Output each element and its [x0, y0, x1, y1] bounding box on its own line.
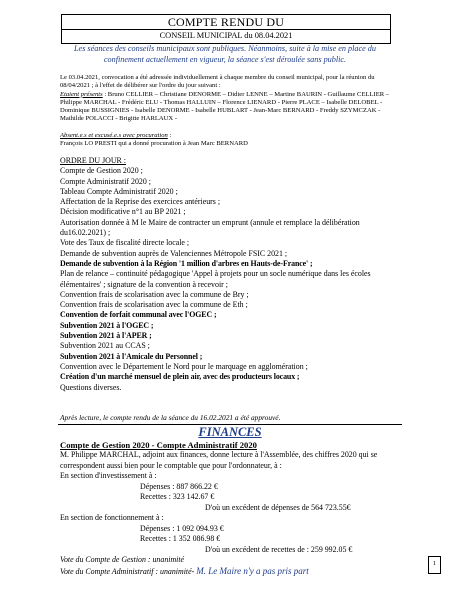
agenda-item: Plan de relance – continuité pédagogique 'Appel à projets pour un socle numérique dans les écoles élémentaires' ; signature de la convention à recevoir ;	[60, 269, 371, 289]
convocation-text: Le 03.04.2021, convocation a été adressée individuellement à chaque membre du conseil municipal, pour la réunion du 08/04/2021 ; à l'effet de délibérer sur l'ordre du jour suivant :	[60, 74, 375, 90]
agenda-item: Convention frais de scolarisation avec la commune de Bry ;	[60, 289, 249, 299]
page-number: 1	[428, 556, 441, 574]
present-list: : Bruno CELLIER – Christiane DENORME – Didier LENNE – Martine BAURIN - Guillaume CELLIER – Philippe MARCHAL - Frédéric ELU - Thomas HALLUIN – Florence LIENARD - Pierre PLACE – Isabelle DELOBEL - Dominique BUSSIGNIES - Isabelle DENORME - Isabelle HUBLART - Jean-Marc BERNARD - Freddy SZYMCZAK - Mathilde POLACCI - Brigitte HARLAUX -	[60, 90, 390, 123]
finances-subtitle: Compte de Gestion 2020 - Compte Administratif 2020	[60, 440, 257, 450]
agenda-item: Demande de subvention auprès de Valenciennes Métropole FSIC 2021 ;	[60, 248, 288, 258]
vote-admin: Vote du Compte Administratif : unanimité-	[60, 566, 195, 576]
agenda-item: Compte de Gestion 2020 ;	[60, 166, 143, 176]
agenda-item: Subvention 2021 à l'Amicale du Personnel ;	[60, 351, 203, 361]
finances-body	[60, 450, 400, 577]
operating-label: En section de fonctionnement à :	[60, 513, 164, 522]
agenda-item: Vote des Taux de fiscalité directe locale ;	[60, 238, 190, 248]
public-session-note: Les séances des conseils municipaux sont publiques. Néanmoins, suite à la mise en place du confinement actuellement en vigueur, la séance s'est déroulée sans public.	[74, 44, 376, 64]
agenda-item: Décision modificative n°1 au BP 2021 ;	[60, 207, 186, 217]
agenda-item: Création d'un marché mensuel de plein air, avec des producteurs locaux ;	[60, 372, 300, 382]
agenda-item: Tableau Compte Administratif 2020 ;	[60, 186, 178, 196]
agenda-item: Convention avec le Département le Nord pour le marquage en agglomération ;	[60, 361, 308, 371]
vote-gestion: Vote du Compte de Gestion : unanimité	[60, 555, 185, 564]
absents-label: Absent.e.s et excusé.e.s avec procuration	[60, 132, 168, 139]
absents-paragraph: Absent.e.s et excusé.e.s avec procuration : François LO PRESTI qui a donné procuration à Jean Marc BERNARD	[60, 132, 248, 148]
agenda-title: ORDRE DU JOUR :	[60, 156, 126, 165]
header-box	[61, 14, 391, 44]
agenda	[60, 156, 400, 393]
vote-admin-row	[60, 566, 400, 578]
investment-label: En section d'investissement à :	[60, 471, 157, 480]
vote-admin-note: M. Le Maire n'y a pas pris part	[196, 565, 309, 576]
investment-expenses: Dépenses : 887 866.22 €	[140, 481, 218, 491]
agenda-item: Subvention 2021 à l'OGEC ;	[60, 320, 154, 330]
agenda-item: Autorisation donnée à M le Maire de contracter un emprunt (annule et remplace la délibération du16.02.2021) ;	[60, 217, 360, 238]
operating-receipts: Recettes : 1 352 086.98 €	[140, 534, 221, 543]
agenda-item: Questions diverses.	[60, 382, 122, 392]
finances-intro: M. Philippe MARCHAL, adjoint aux finances, donne lecture à l'Assemblée, des chiffres 2020 qui se correspondent aussi bien pour le comptable que pour l'ordonnateur, à :	[60, 450, 378, 470]
agenda-item: Demande de subvention à la Région '1 million d'arbres en Hauts-de-France' ;	[60, 258, 313, 268]
agenda-item: Affectation de la Reprise des exercices antérieurs ;	[60, 197, 221, 207]
agenda-item: Subvention 2021 au CCAS ;	[60, 341, 150, 351]
agenda-item: Compte Administratif 2020 ;	[60, 176, 151, 186]
agenda-item: Convention de forfait communal avec l'OGEC ;	[60, 310, 217, 320]
operating-expenses: Dépenses : 1 092 094.93 €	[140, 523, 224, 533]
agenda-item: Subvention 2021 à l'APER ;	[60, 331, 152, 341]
approval-note: Après lecture, le compte rendu de la séance du 16.02.2021 a été approuvé.	[60, 413, 281, 422]
document-subtitle: CONSEIL MUNICIPAL du 08.04.2021	[62, 29, 390, 41]
present-label: Etaient présents	[60, 90, 103, 98]
agenda-item: Convention frais de scolarisation avec la commune de Eth ;	[60, 300, 248, 310]
document-title: COMPTE RENDU DU	[167, 15, 285, 29]
operating-result: D'où un excédent de recettes de : 259 992.05 €	[205, 544, 353, 554]
investment-receipts: Recettes : 323 142.67 €	[140, 492, 215, 501]
convocation-paragraph	[60, 74, 396, 124]
absents-text: François LO PRESTI qui a donné procuration à Jean Marc BERNARD	[60, 140, 248, 148]
investment-result: D'où un excédent de dépenses de 564 723.55€	[205, 502, 351, 512]
finances-title: FINANCES	[198, 425, 262, 439]
